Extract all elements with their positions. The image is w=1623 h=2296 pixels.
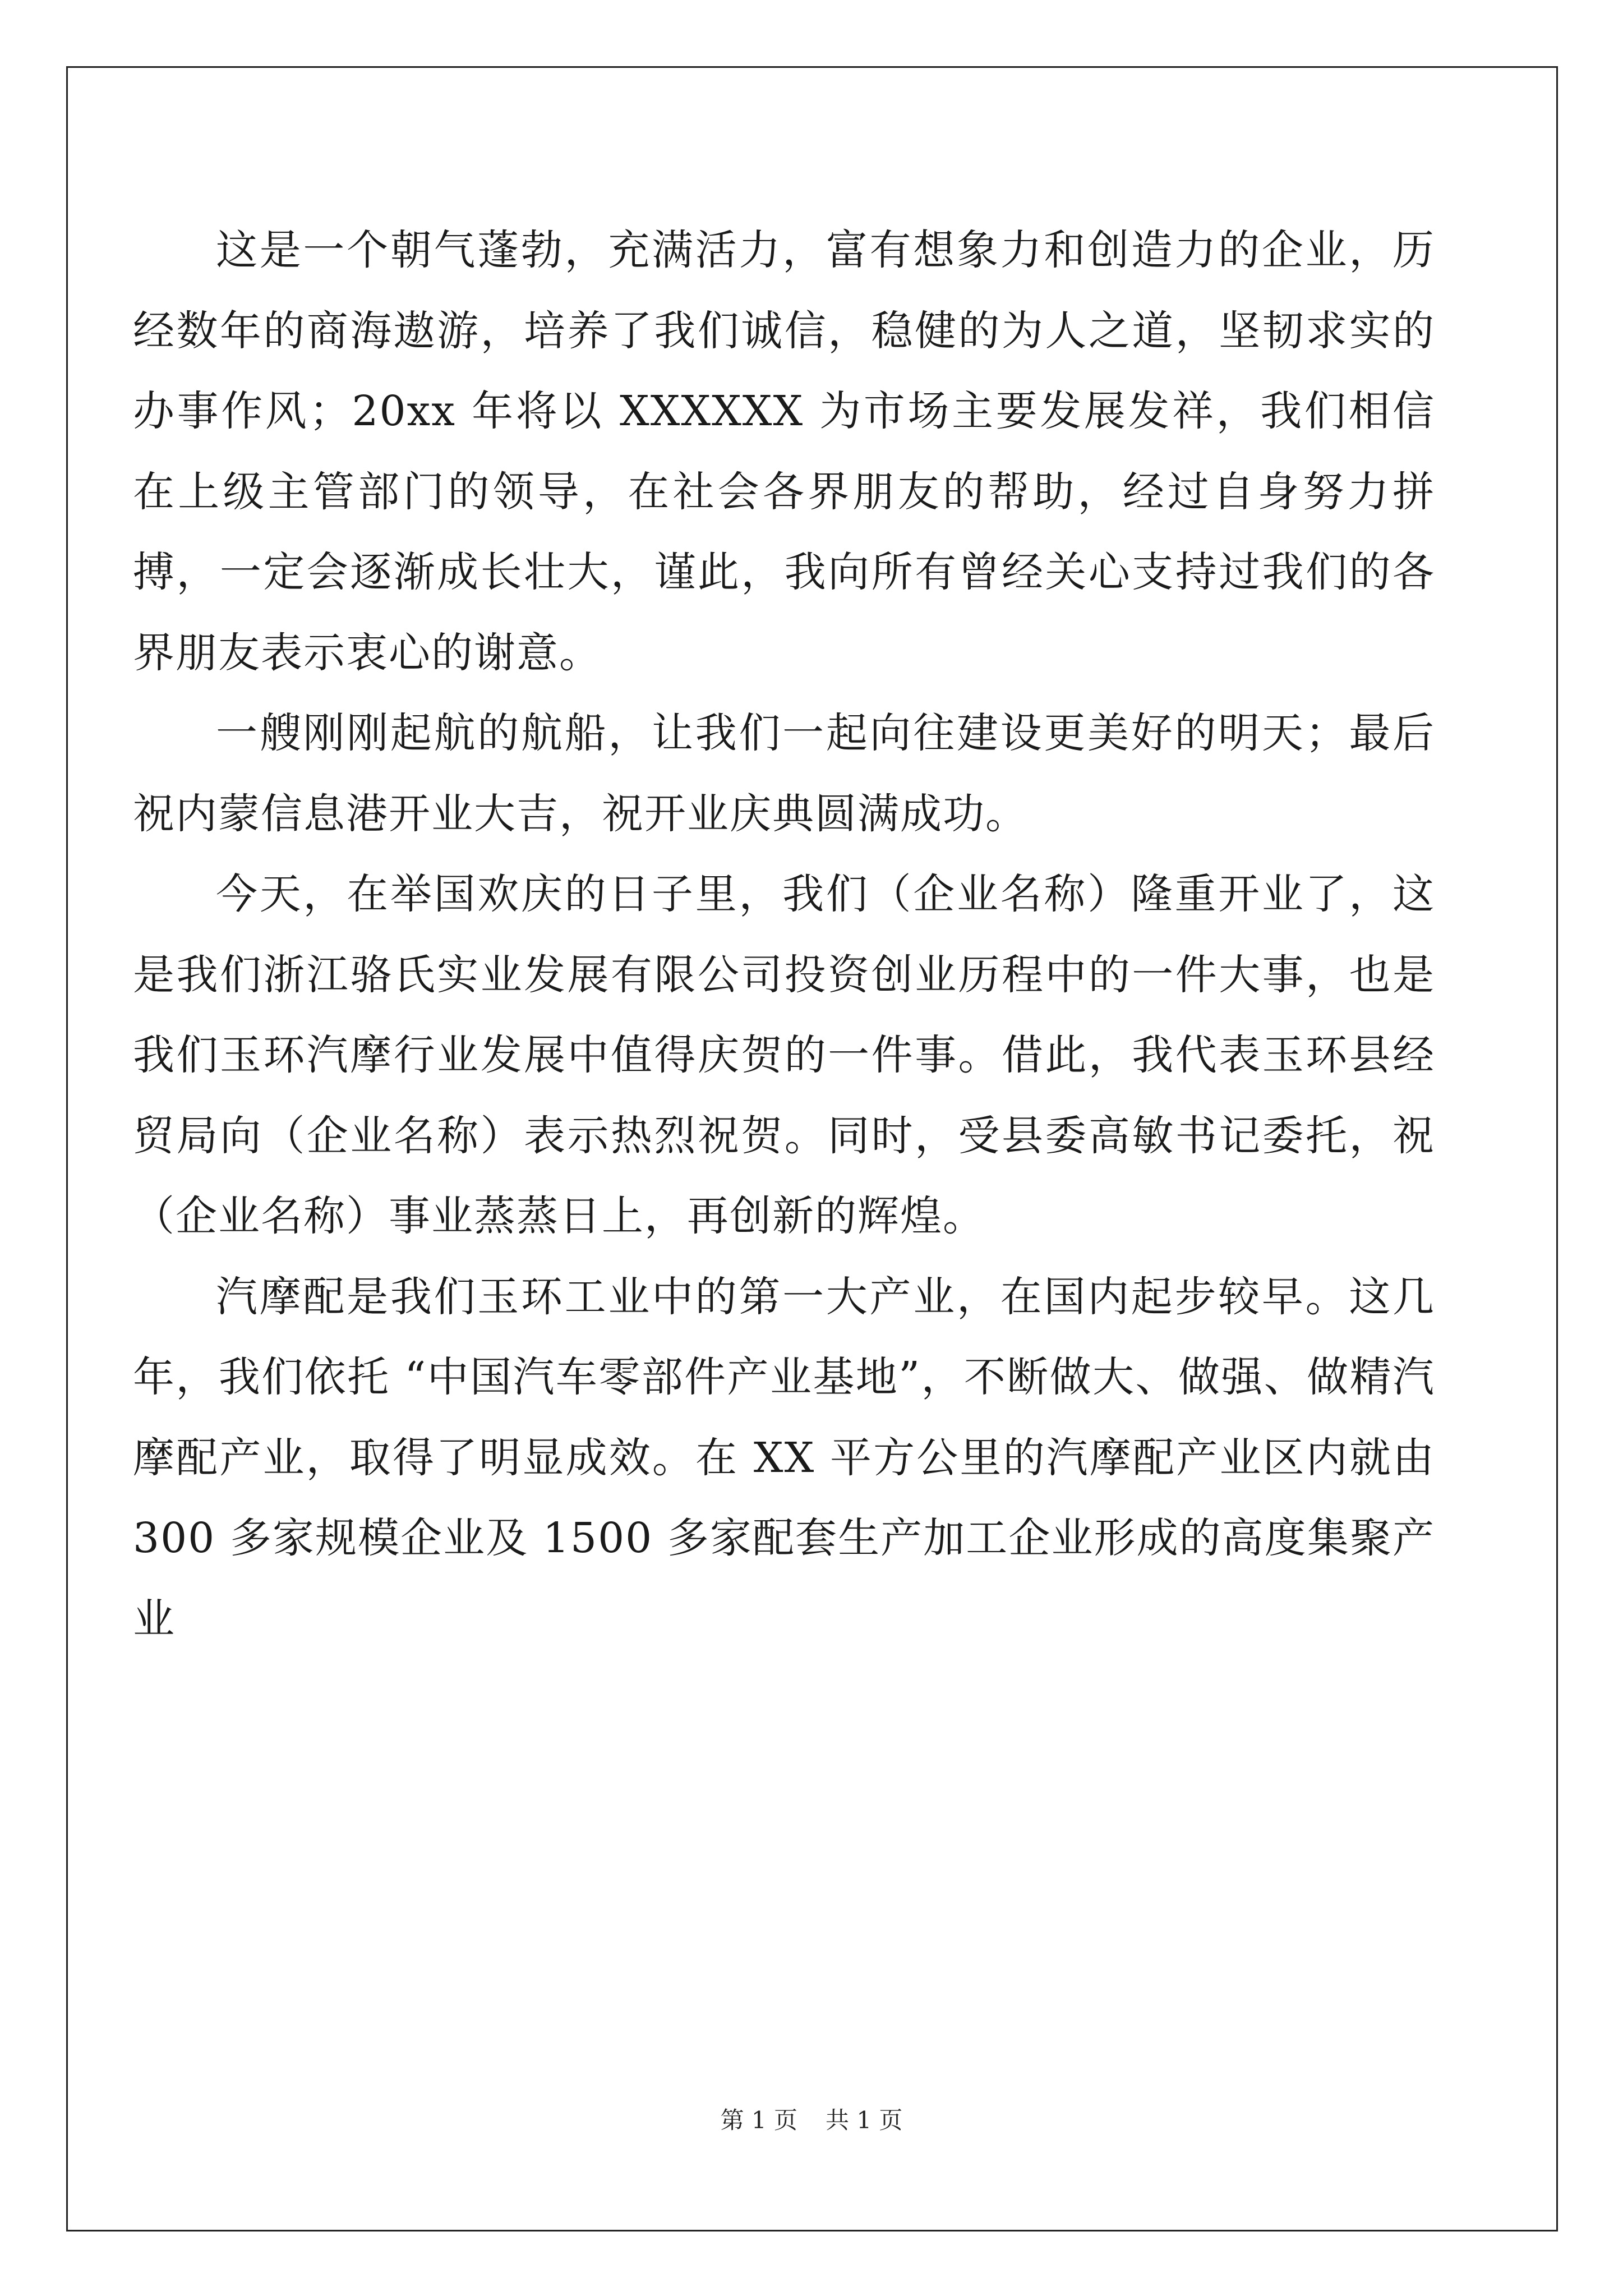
paragraph-1: 这是一个朝气蓬勃，充满活力，富有想象力和创造力的企业，历经数年的商海遨游，培养了我们诚信，稳健的为人之道，坚韧求实的办事作风；20xx 年将以 XXXXXX 为市场主要发展发祥，我们相信在上级主管部门的领导，在社会各界朋友的帮助，经过自身努力拼搏，一定会逐渐成长壮大，谨此，我向所有曾经关心支持过我们的各界朋友表示衷心的谢意。 — [133, 226, 1435, 677]
page-footer — [0, 2104, 1623, 2137]
paragraph-3: 今天，在举国欢庆的日子里，我们（企业名称）隆重开业了，这是我们浙江骆氏实业发展有限公司投资创业历程中的一件大事，也是我们玉环汽摩行业发展中值得庆贺的一件事。借此，我代表玉环县经贸局向（企业名称）表示热烈祝贺。同时，受县委高敏书记委托，祝（企业名称）事业蒸蒸日上，再创新的辉煌。 — [133, 870, 1435, 1240]
paragraph-4: 汽摩配是我们玉环工业中的第一大产业，在国内起步较早。这几年，我们依托 “中国汽车零部件产业基地”，不断做大、做强、做精汽摩配产业，取得了明显成效。在 XX 平方公里的汽摩配产业区内就由 300 多家规模企业及 1500 多家配套生产加工企业形成的高度集聚产业 — [133, 1272, 1435, 1643]
document-body — [133, 210, 1435, 1659]
paragraph-2: 一艘刚刚起航的航船，让我们一起向往建设更美好的明天；最后祝内蒙信息港开业大吉，祝开业庆典圆满成功。 — [133, 709, 1435, 838]
page-number: 第 1 页 — [720, 2106, 797, 2134]
page-total: 共 1 页 — [826, 2106, 903, 2134]
